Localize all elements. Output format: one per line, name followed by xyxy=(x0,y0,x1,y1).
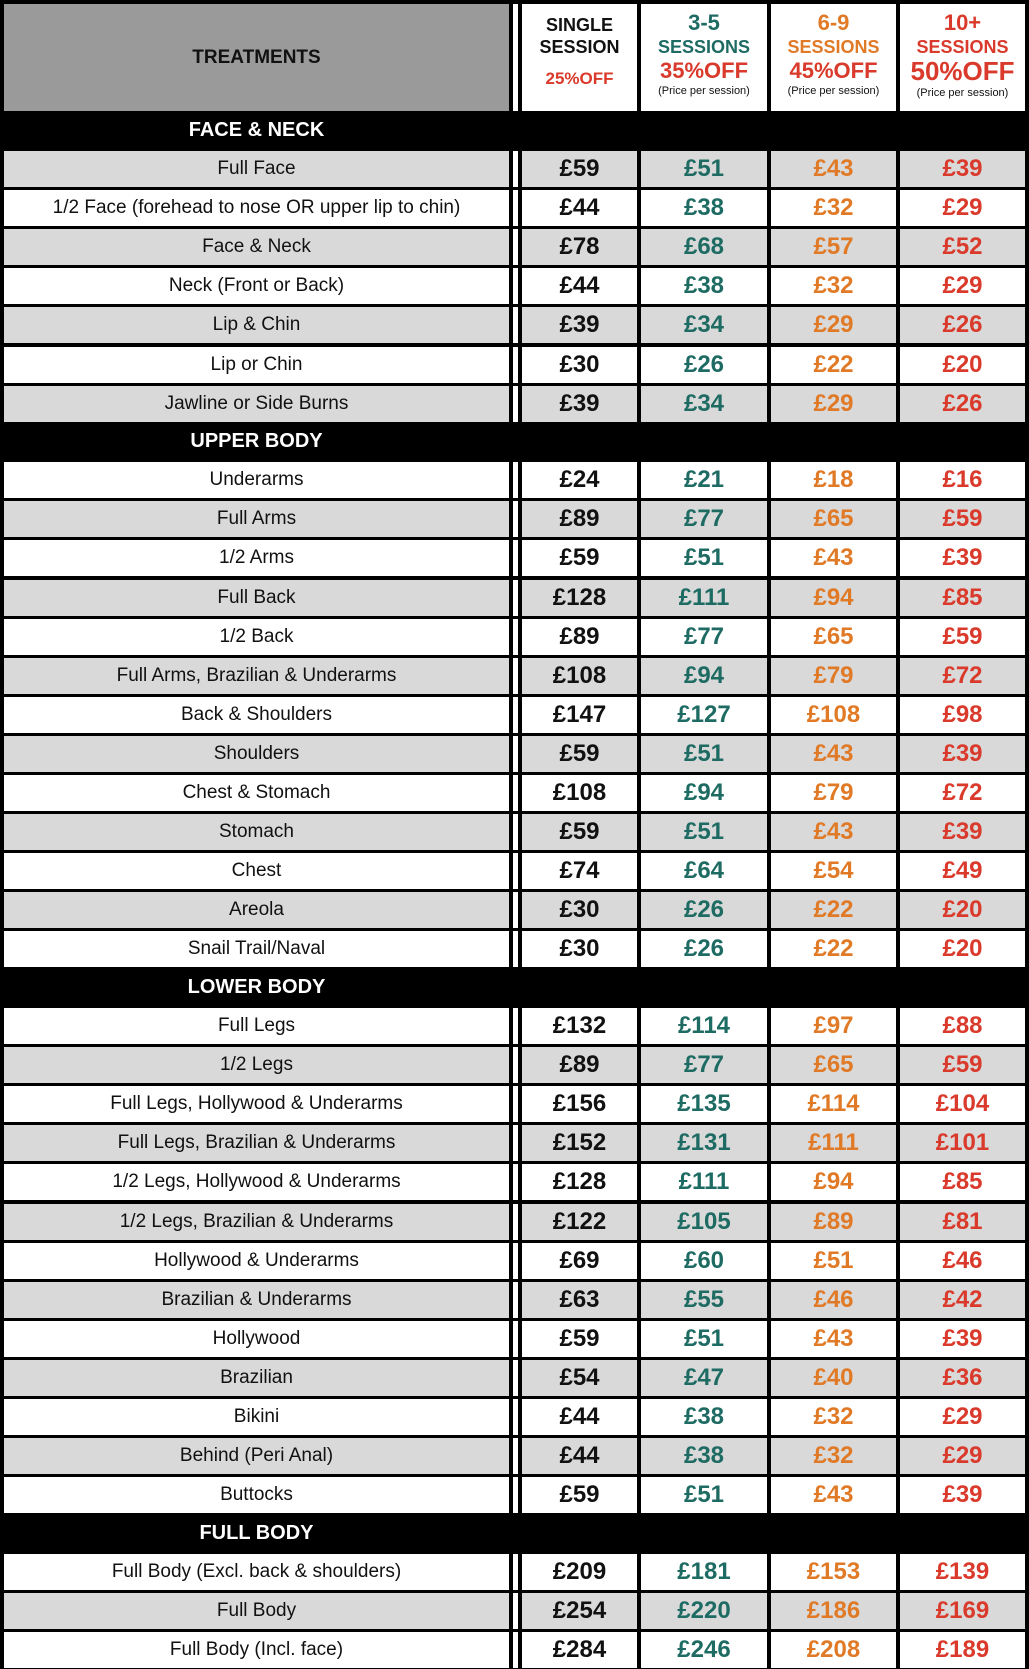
price-cell: £153 xyxy=(771,1554,896,1590)
treatment-name: Full Face xyxy=(4,151,509,187)
price-cell: £156 xyxy=(522,1086,637,1122)
column-separator xyxy=(513,580,518,616)
price-cell: £39 xyxy=(900,1321,1025,1357)
column-separator xyxy=(513,697,518,733)
price-cell: £54 xyxy=(522,1360,637,1396)
single-session-line2: SESSION xyxy=(539,37,620,57)
column-separator xyxy=(513,931,518,967)
treatment-name: Behind (Peri Anal) xyxy=(4,1438,509,1474)
column-separator xyxy=(513,1243,518,1279)
price-cell: £39 xyxy=(900,1477,1025,1513)
price-cell: £43 xyxy=(771,540,896,576)
price-cell: £68 xyxy=(641,229,767,265)
price-cell: £114 xyxy=(641,1008,767,1044)
price-cell: £147 xyxy=(522,697,637,733)
price-cell: £46 xyxy=(771,1282,896,1318)
price-cell: £59 xyxy=(522,814,637,850)
sessions-6-9-label: SESSIONS xyxy=(787,37,880,57)
price-cell: £26 xyxy=(900,386,1025,422)
price-cell: £101 xyxy=(900,1125,1025,1161)
column-separator xyxy=(513,229,518,265)
price-cell: £38 xyxy=(641,1399,767,1435)
treatment-name: Shoulders xyxy=(4,736,509,772)
price-cell: £98 xyxy=(900,697,1025,733)
section-header xyxy=(0,1515,1029,1553)
price-cell: £59 xyxy=(522,540,637,576)
sessions-10plus-note: (Price per session) xyxy=(916,87,1009,99)
price-cell: £114 xyxy=(771,1086,896,1122)
column-separator xyxy=(513,853,518,889)
single-session-line1: SINGLE xyxy=(545,15,613,35)
treatment-name: 1/2 Legs xyxy=(4,1047,509,1083)
price-cell: £39 xyxy=(900,151,1025,187)
price-cell: £34 xyxy=(641,386,767,422)
price-cell: £111 xyxy=(641,580,767,616)
column-separator xyxy=(513,775,518,811)
column-separator xyxy=(513,736,518,772)
price-cell: £131 xyxy=(641,1125,767,1161)
column-separator xyxy=(513,1047,518,1083)
column-separator xyxy=(513,501,518,537)
price-cell: £51 xyxy=(641,540,767,576)
price-cell: £108 xyxy=(522,775,637,811)
single-session-discount: 25%OFF xyxy=(545,69,614,88)
price-cell: £54 xyxy=(771,853,896,889)
price-cell: £59 xyxy=(522,1321,637,1357)
treatment-name: Face & Neck xyxy=(4,229,509,265)
price-cell: £77 xyxy=(641,619,767,655)
column-separator xyxy=(513,1321,518,1357)
price-cell: £189 xyxy=(900,1632,1025,1668)
price-cell: £128 xyxy=(522,1164,637,1200)
price-cell: £55 xyxy=(641,1282,767,1318)
column-separator xyxy=(513,1554,518,1590)
price-cell: £108 xyxy=(522,658,637,694)
single-session-header xyxy=(522,4,637,111)
price-cell: £44 xyxy=(522,268,637,304)
sessions-3-5-label: SESSIONS xyxy=(657,37,751,57)
price-cell: £44 xyxy=(522,190,637,226)
price-cell: £89 xyxy=(771,1204,896,1240)
price-cell: £51 xyxy=(641,736,767,772)
price-cell: £44 xyxy=(522,1399,637,1435)
column-separator xyxy=(513,462,518,498)
price-cell: £24 xyxy=(522,462,637,498)
price-cell: £46 xyxy=(900,1243,1025,1279)
column-separator xyxy=(513,1593,518,1629)
price-cell: £22 xyxy=(771,347,896,383)
treatment-name: 1/2 Arms xyxy=(4,540,509,576)
treatment-name: Full Legs, Brazilian & Underarms xyxy=(4,1125,509,1161)
price-cell: £52 xyxy=(900,229,1025,265)
price-cell: £16 xyxy=(900,462,1025,498)
treatment-name: Underarms xyxy=(4,462,509,498)
price-cell: £43 xyxy=(771,1477,896,1513)
sessions-10plus-range: 10+ xyxy=(943,10,982,35)
price-cell: £254 xyxy=(522,1593,637,1629)
column-separator xyxy=(513,658,518,694)
treatment-name: 1/2 Face (forehead to nose OR upper lip to chin) xyxy=(4,190,509,226)
column-separator xyxy=(513,814,518,850)
price-cell: £59 xyxy=(900,1047,1025,1083)
treatment-name: Bikini xyxy=(4,1399,509,1435)
price-cell: £59 xyxy=(900,619,1025,655)
sessions-10plus-header xyxy=(900,4,1025,111)
price-cell: £32 xyxy=(771,1399,896,1435)
price-cell: £105 xyxy=(641,1204,767,1240)
price-cell: £63 xyxy=(522,1282,637,1318)
column-separator xyxy=(513,1164,518,1200)
header-column-separator xyxy=(513,4,518,111)
price-cell: £21 xyxy=(641,462,767,498)
column-separator xyxy=(513,619,518,655)
price-cell: £39 xyxy=(522,386,637,422)
price-cell: £18 xyxy=(771,462,896,498)
column-separator xyxy=(513,347,518,383)
price-cell: £20 xyxy=(900,347,1025,383)
price-cell: £59 xyxy=(900,501,1025,537)
price-cell: £26 xyxy=(641,892,767,928)
treatment-name: Full Legs xyxy=(4,1008,509,1044)
treatment-name: Lip or Chin xyxy=(4,347,509,383)
price-cell: £108 xyxy=(771,697,896,733)
price-cell: £22 xyxy=(771,892,896,928)
price-cell: £36 xyxy=(900,1360,1025,1396)
section-title: UPPER BODY xyxy=(190,430,323,453)
price-cell: £57 xyxy=(771,229,896,265)
price-cell: £43 xyxy=(771,1321,896,1357)
column-separator xyxy=(513,540,518,576)
price-cell: £43 xyxy=(771,814,896,850)
price-cell: £38 xyxy=(641,268,767,304)
price-cell: £38 xyxy=(641,1438,767,1474)
treatment-name: Back & Shoulders xyxy=(4,697,509,733)
price-cell: £30 xyxy=(522,892,637,928)
section-title: FULL BODY xyxy=(199,1522,314,1545)
price-cell: £39 xyxy=(522,307,637,343)
price-cell: £284 xyxy=(522,1632,637,1668)
price-cell: £59 xyxy=(522,1477,637,1513)
column-separator xyxy=(513,1399,518,1435)
price-cell: £127 xyxy=(641,697,767,733)
price-cell: £186 xyxy=(771,1593,896,1629)
treatment-name: 1/2 Legs, Brazilian & Underarms xyxy=(4,1204,509,1240)
section-header xyxy=(0,969,1029,1007)
price-cell: £79 xyxy=(771,775,896,811)
price-cell: £65 xyxy=(771,619,896,655)
price-cell: £39 xyxy=(900,736,1025,772)
section-title: FACE & NECK xyxy=(188,119,325,142)
price-cell: £65 xyxy=(771,1047,896,1083)
price-cell: £72 xyxy=(900,658,1025,694)
price-cell: £29 xyxy=(900,190,1025,226)
price-cell: £59 xyxy=(522,736,637,772)
price-cell: £39 xyxy=(900,540,1025,576)
column-separator xyxy=(513,1125,518,1161)
treatment-name: Hollywood & Underarms xyxy=(4,1243,509,1279)
column-separator xyxy=(513,307,518,343)
price-cell: £111 xyxy=(641,1164,767,1200)
price-cell: £152 xyxy=(522,1125,637,1161)
column-separator xyxy=(513,151,518,187)
treatment-name: Lip & Chin xyxy=(4,307,509,343)
price-cell: £65 xyxy=(771,501,896,537)
price-cell: £42 xyxy=(900,1282,1025,1318)
column-separator xyxy=(513,1008,518,1044)
sessions-10plus-label: SESSIONS xyxy=(916,37,1009,57)
treatment-name: Snail Trail/Naval xyxy=(4,931,509,967)
price-cell: £29 xyxy=(771,307,896,343)
price-cell: £104 xyxy=(900,1086,1025,1122)
price-cell: £20 xyxy=(900,931,1025,967)
column-separator xyxy=(513,1632,518,1668)
price-cell: £40 xyxy=(771,1360,896,1396)
price-cell: £94 xyxy=(641,658,767,694)
price-cell: £39 xyxy=(900,814,1025,850)
treatment-name: Chest & Stomach xyxy=(4,775,509,811)
section-header xyxy=(0,112,1029,150)
price-cell: £32 xyxy=(771,190,896,226)
treatment-name: Brazilian & Underarms xyxy=(4,1282,509,1318)
treatment-name: Hollywood xyxy=(4,1321,509,1357)
column-separator xyxy=(513,268,518,304)
column-separator xyxy=(513,1282,518,1318)
treatment-name: Neck (Front or Back) xyxy=(4,268,509,304)
price-cell: £79 xyxy=(771,658,896,694)
price-cell: £43 xyxy=(771,151,896,187)
price-cell: £51 xyxy=(771,1243,896,1279)
column-separator xyxy=(513,1204,518,1240)
column-separator xyxy=(513,1438,518,1474)
price-cell: £43 xyxy=(771,736,896,772)
price-cell: £88 xyxy=(900,1008,1025,1044)
price-cell: £78 xyxy=(522,229,637,265)
price-cell: £111 xyxy=(771,1125,896,1161)
price-cell: £32 xyxy=(771,268,896,304)
treatment-name: Brazilian xyxy=(4,1360,509,1396)
section-header xyxy=(0,423,1029,461)
section-title: LOWER BODY xyxy=(187,976,326,999)
sessions-6-9-note: (Price per session) xyxy=(787,85,880,97)
price-cell: £51 xyxy=(641,151,767,187)
price-cell: £60 xyxy=(641,1243,767,1279)
treatment-name: Areola xyxy=(4,892,509,928)
treatment-name: Full Back xyxy=(4,580,509,616)
treatments-header xyxy=(4,4,509,111)
price-cell: £29 xyxy=(900,1438,1025,1474)
price-cell: £29 xyxy=(900,1399,1025,1435)
price-cell: £208 xyxy=(771,1632,896,1668)
price-cell: £22 xyxy=(771,931,896,967)
price-cell: £30 xyxy=(522,347,637,383)
treatment-name: Jawline or Side Burns xyxy=(4,386,509,422)
treatment-name: 1/2 Back xyxy=(4,619,509,655)
treatment-name: Full Arms xyxy=(4,501,509,537)
price-cell: £97 xyxy=(771,1008,896,1044)
sessions-3-5-note: (Price per session) xyxy=(658,85,750,97)
treatment-name: 1/2 Legs, Hollywood & Underarms xyxy=(4,1164,509,1200)
price-cell: £81 xyxy=(900,1204,1025,1240)
sessions-6-9-discount: 45%OFF xyxy=(789,58,878,83)
treatment-name: Full Body (Incl. face) xyxy=(4,1632,509,1668)
price-cell: £74 xyxy=(522,853,637,889)
price-cell: £59 xyxy=(522,151,637,187)
price-cell: £26 xyxy=(641,931,767,967)
price-cell: £128 xyxy=(522,580,637,616)
sessions-6-9-range: 6-9 xyxy=(817,10,850,35)
price-cell: £72 xyxy=(900,775,1025,811)
price-cell: £122 xyxy=(522,1204,637,1240)
treatment-name: Buttocks xyxy=(4,1477,509,1513)
price-cell: £135 xyxy=(641,1086,767,1122)
treatment-name: Full Body xyxy=(4,1593,509,1629)
column-separator xyxy=(513,1360,518,1396)
treatment-name: Full Arms, Brazilian & Underarms xyxy=(4,658,509,694)
price-cell: £47 xyxy=(641,1360,767,1396)
price-cell: £85 xyxy=(900,580,1025,616)
price-cell: £29 xyxy=(900,268,1025,304)
column-separator xyxy=(513,386,518,422)
treatments-header-label: TREATMENTS xyxy=(192,46,321,68)
price-cell: £30 xyxy=(522,931,637,967)
price-cell: £132 xyxy=(522,1008,637,1044)
treatment-name: Full Body (Excl. back & shoulders) xyxy=(4,1554,509,1590)
treatment-name: Stomach xyxy=(4,814,509,850)
sessions-3-5-range: 3-5 xyxy=(688,10,720,35)
price-cell: £94 xyxy=(771,580,896,616)
price-cell: £89 xyxy=(522,1047,637,1083)
price-cell: £49 xyxy=(900,853,1025,889)
price-cell: £246 xyxy=(641,1632,767,1668)
price-cell: £139 xyxy=(900,1554,1025,1590)
price-cell: £169 xyxy=(900,1593,1025,1629)
treatment-name: Chest xyxy=(4,853,509,889)
price-cell: £26 xyxy=(641,347,767,383)
price-cell: £64 xyxy=(641,853,767,889)
sessions-3-5-discount: 35%OFF xyxy=(659,58,749,83)
sessions-6-9-header xyxy=(771,4,896,111)
price-cell: £89 xyxy=(522,619,637,655)
column-separator xyxy=(513,190,518,226)
price-cell: £94 xyxy=(641,775,767,811)
column-separator xyxy=(513,892,518,928)
price-cell: £20 xyxy=(900,892,1025,928)
price-cell: £34 xyxy=(641,307,767,343)
price-cell: £44 xyxy=(522,1438,637,1474)
price-cell: £89 xyxy=(522,501,637,537)
price-cell: £77 xyxy=(641,1047,767,1083)
price-cell: £85 xyxy=(900,1164,1025,1200)
column-separator xyxy=(513,1086,518,1122)
treatment-name: Full Legs, Hollywood & Underarms xyxy=(4,1086,509,1122)
price-cell: £38 xyxy=(641,190,767,226)
price-cell: £26 xyxy=(900,307,1025,343)
price-cell: £220 xyxy=(641,1593,767,1629)
price-cell: £51 xyxy=(641,1321,767,1357)
price-cell: £51 xyxy=(641,1477,767,1513)
price-cell: £32 xyxy=(771,1438,896,1474)
sessions-10plus-discount: 50%OFF xyxy=(910,56,1015,86)
price-cell: £94 xyxy=(771,1164,896,1200)
price-cell: £77 xyxy=(641,501,767,537)
price-cell: £209 xyxy=(522,1554,637,1590)
price-cell: £29 xyxy=(771,386,896,422)
price-cell: £51 xyxy=(641,814,767,850)
column-separator xyxy=(513,1477,518,1513)
price-cell: £69 xyxy=(522,1243,637,1279)
sessions-3-5-header xyxy=(641,4,767,111)
price-cell: £181 xyxy=(641,1554,767,1590)
